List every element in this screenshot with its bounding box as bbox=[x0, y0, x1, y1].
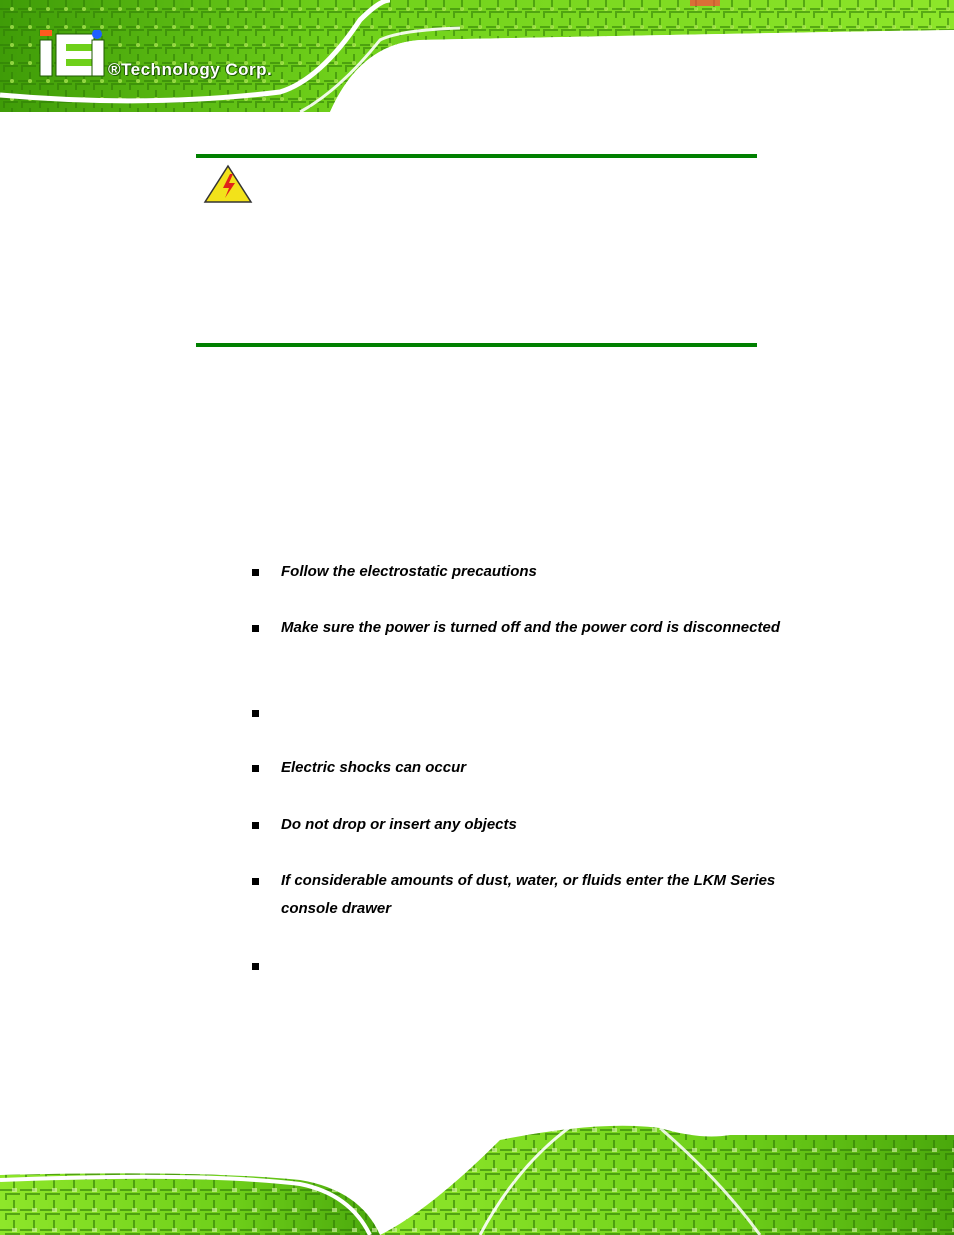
bullet-square-icon bbox=[252, 569, 259, 576]
bullet-text: Follow the electrostatic precautions bbox=[281, 563, 537, 580]
bullet-text-continued: console drawer bbox=[281, 900, 392, 917]
bullet-text: If considerable amounts of dust, water, or fluids enter the LKM Series bbox=[281, 872, 776, 889]
bullet-square-icon bbox=[252, 765, 259, 772]
warning-box-top-rule bbox=[196, 154, 757, 158]
brand-text: ®Technology Corp. bbox=[108, 60, 273, 79]
bullet-text: Do not drop or insert any objects bbox=[281, 816, 517, 833]
bullet-text: Make sure the power is turned off and the power cord is disconnected bbox=[281, 619, 780, 636]
footer-circuit-banner bbox=[0, 1120, 954, 1235]
warning-triangle-icon bbox=[203, 164, 253, 204]
bullet-square-icon bbox=[252, 625, 259, 632]
bullet-square-icon bbox=[252, 963, 259, 970]
warning-box-bottom-rule bbox=[196, 343, 757, 347]
bullet-square-icon bbox=[252, 878, 259, 885]
bullet-square-icon bbox=[252, 710, 259, 717]
bullet-text: Electric shocks can occur bbox=[281, 759, 467, 776]
bullet-square-icon bbox=[252, 822, 259, 829]
